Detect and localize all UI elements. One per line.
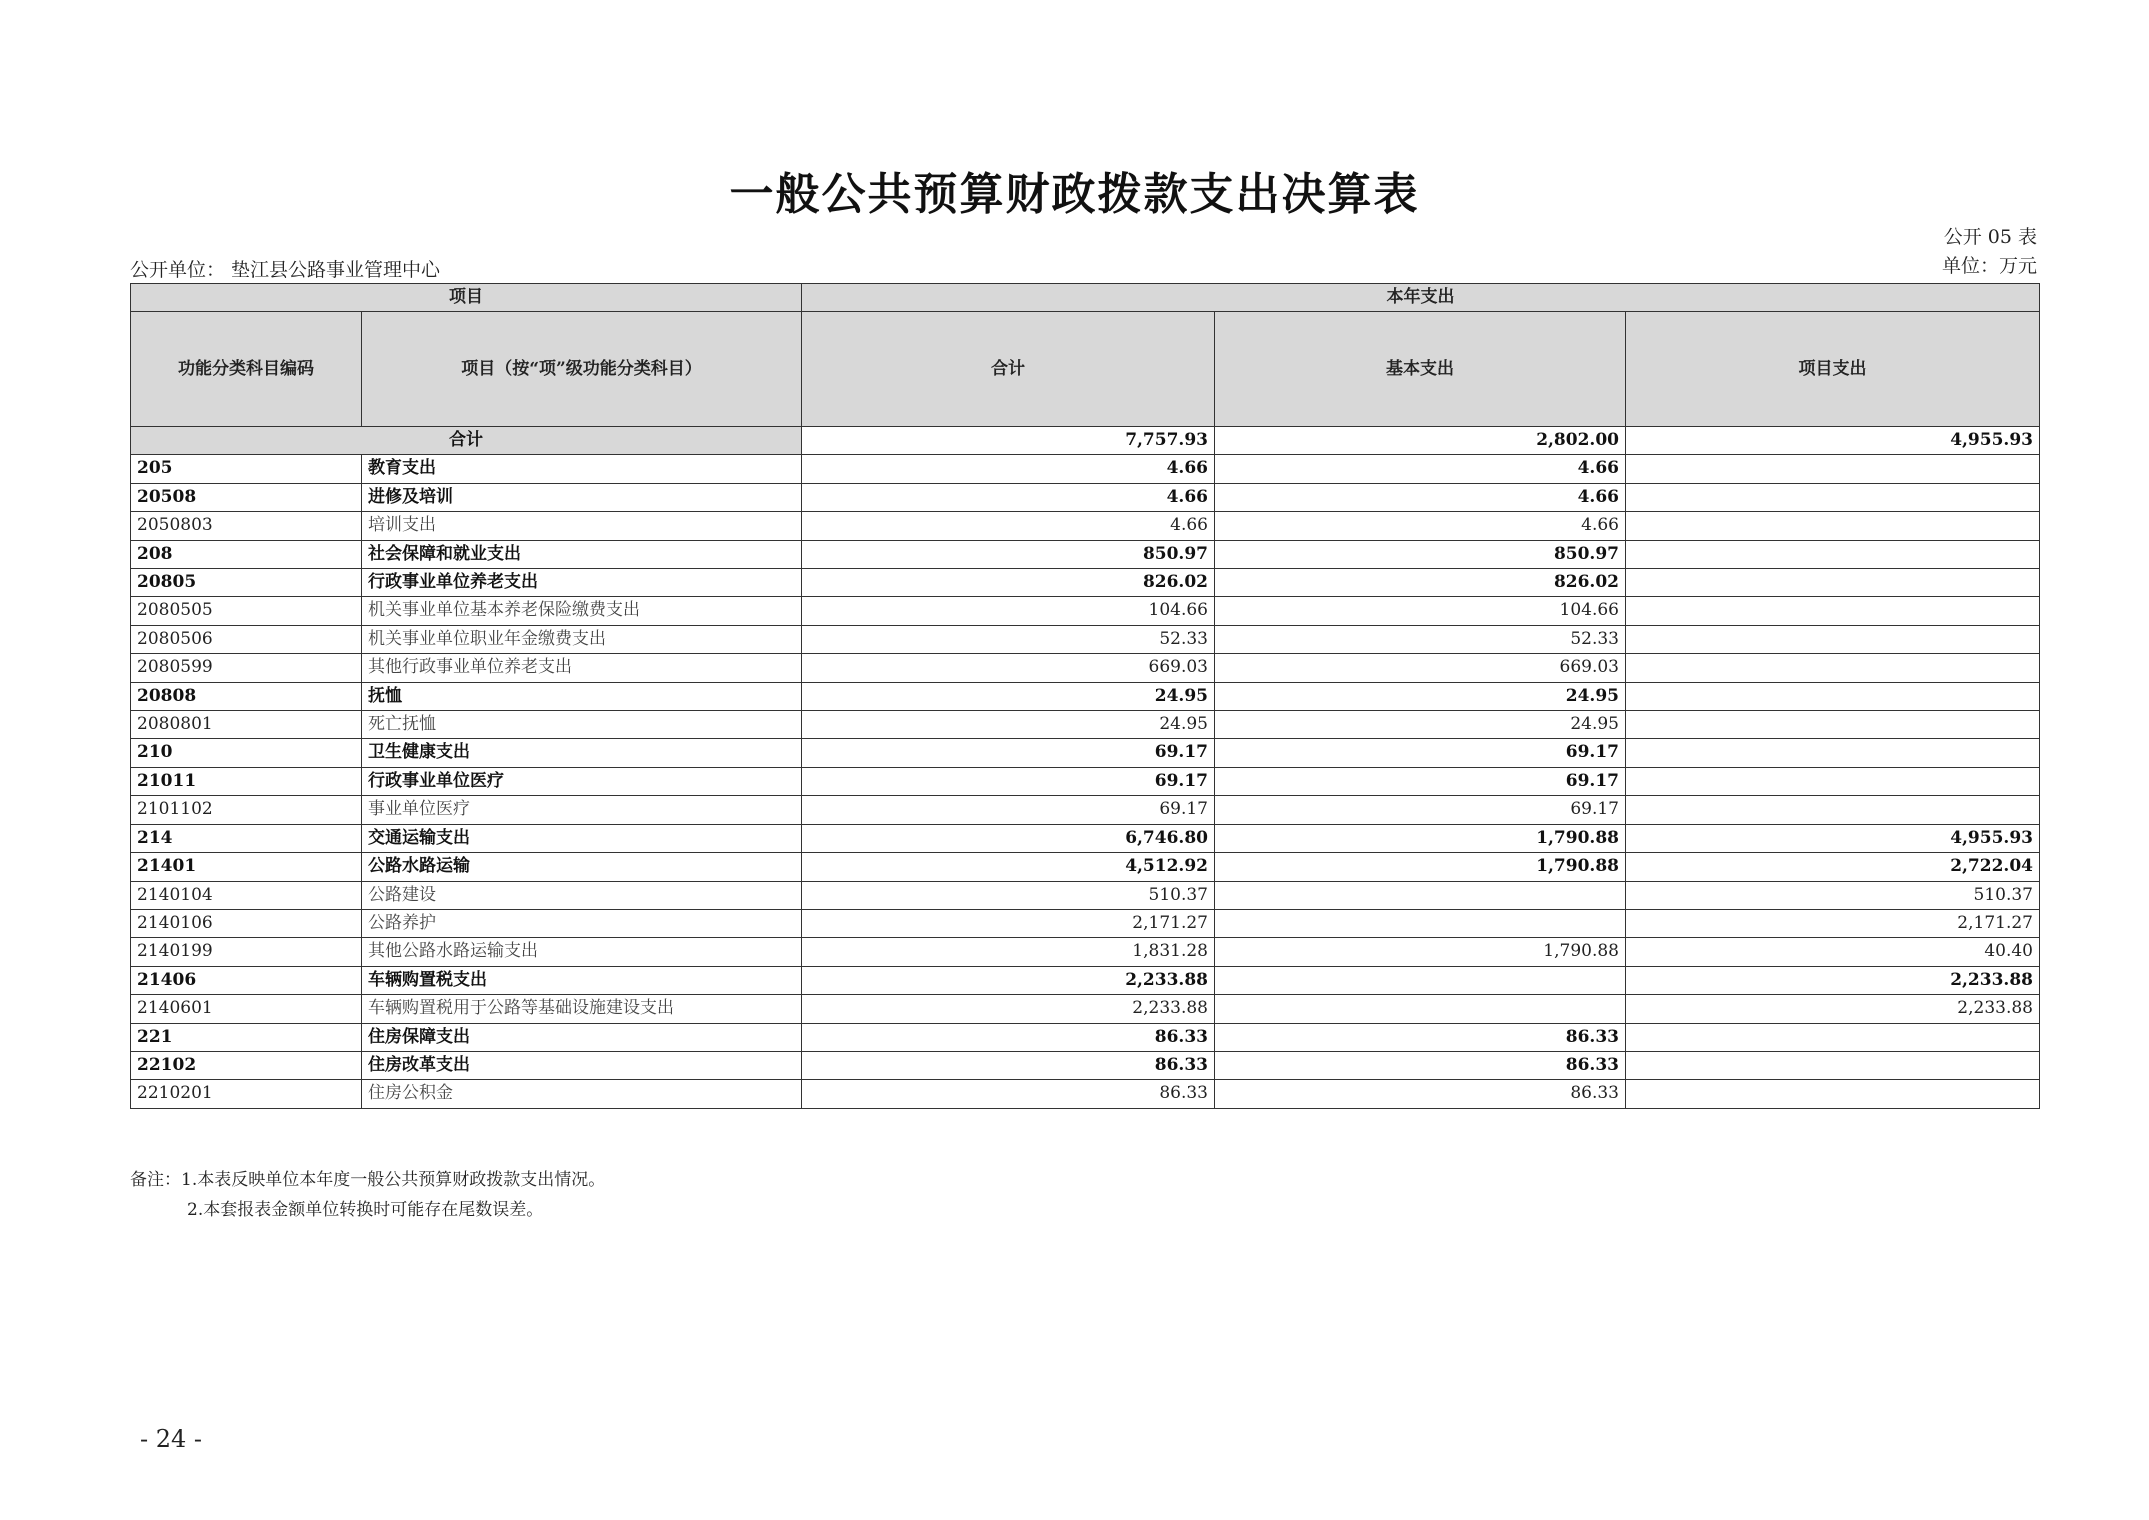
row-program [1626, 540, 2040, 568]
row-basic: 4.66 [1215, 483, 1626, 511]
header-project: 项目 [131, 284, 802, 312]
row-program: 2,233.88 [1626, 995, 2040, 1023]
row-basic [1215, 881, 1626, 909]
table-row [131, 881, 2040, 909]
row-basic: 52.33 [1215, 625, 1626, 653]
row-total: 2,233.88 [802, 966, 1215, 994]
row-program: 2,171.27 [1626, 909, 2040, 937]
row-code: 21401 [131, 853, 362, 881]
row-total: 2,171.27 [802, 909, 1215, 937]
table-row [131, 995, 2040, 1023]
row-name: 抚恤 [362, 682, 802, 710]
row-total: 86.33 [802, 1080, 1215, 1108]
row-total: 510.37 [802, 881, 1215, 909]
row-program [1626, 597, 2040, 625]
row-code: 2101102 [131, 796, 362, 824]
row-total: 4,512.92 [802, 853, 1215, 881]
row-basic: 4.66 [1215, 512, 1626, 540]
table-row [131, 1023, 2040, 1051]
row-basic: 86.33 [1215, 1080, 1626, 1108]
row-name: 事业单位医疗 [362, 796, 802, 824]
row-program [1626, 1051, 2040, 1079]
row-basic: 1,790.88 [1215, 824, 1626, 852]
row-name: 公路水路运输 [362, 853, 802, 881]
row-name: 社会保障和就业支出 [362, 540, 802, 568]
row-name: 车辆购置税用于公路等基础设施建设支出 [362, 995, 802, 1023]
row-basic: 850.97 [1215, 540, 1626, 568]
row-code: 21406 [131, 966, 362, 994]
header-program: 项目支出 [1626, 312, 2040, 427]
row-total: 669.03 [802, 654, 1215, 682]
row-basic: 1,790.88 [1215, 938, 1626, 966]
row-basic: 1,790.88 [1215, 853, 1626, 881]
row-code: 2210201 [131, 1080, 362, 1108]
row-code: 2080599 [131, 654, 362, 682]
row-total: 4.66 [802, 512, 1215, 540]
row-code: 22102 [131, 1051, 362, 1079]
row-basic: 69.17 [1215, 739, 1626, 767]
row-name: 公路养护 [362, 909, 802, 937]
page-title: 一般公共预算财政拨款支出决算表 [729, 169, 1420, 220]
notes [130, 1165, 605, 1225]
header-basic: 基本支出 [1215, 312, 1626, 427]
total-program: 4,955.93 [1626, 427, 2040, 455]
row-basic: 24.95 [1215, 711, 1626, 739]
table-row [131, 711, 2040, 739]
row-name: 死亡抚恤 [362, 711, 802, 739]
table-row [131, 739, 2040, 767]
total-label: 合计 [131, 427, 802, 455]
row-code: 210 [131, 739, 362, 767]
row-program [1626, 1023, 2040, 1051]
total-basic: 2,802.00 [1215, 427, 1626, 455]
table-row [131, 796, 2040, 824]
row-code: 2050803 [131, 512, 362, 540]
currency-unit: 单位：万元 [1941, 255, 2037, 277]
table-row [131, 654, 2040, 682]
row-program [1626, 711, 2040, 739]
row-program [1626, 625, 2040, 653]
row-program [1626, 682, 2040, 710]
page-number: - 24 - [140, 1425, 203, 1453]
row-program: 510.37 [1626, 881, 2040, 909]
row-total: 4.66 [802, 455, 1215, 483]
table-row [131, 1051, 2040, 1079]
note-1: 备注：1.本表反映单位本年度一般公共预算财政拨款支出情况。 [130, 1170, 606, 1190]
row-basic: 86.33 [1215, 1051, 1626, 1079]
table-row [131, 853, 2040, 881]
row-basic: 669.03 [1215, 654, 1626, 682]
row-total: 24.95 [802, 711, 1215, 739]
row-code: 2140106 [131, 909, 362, 937]
row-code: 221 [131, 1023, 362, 1051]
table-row [131, 512, 2040, 540]
row-code: 2080506 [131, 625, 362, 653]
row-name: 行政事业单位养老支出 [362, 569, 802, 597]
table-row [131, 938, 2040, 966]
row-name: 车辆购置税支出 [362, 966, 802, 994]
row-total: 69.17 [802, 767, 1215, 795]
row-code: 214 [131, 824, 362, 852]
row-total: 2,233.88 [802, 995, 1215, 1023]
row-total: 69.17 [802, 796, 1215, 824]
table-row [131, 625, 2040, 653]
row-total: 850.97 [802, 540, 1215, 568]
row-code: 20805 [131, 569, 362, 597]
table-row [131, 540, 2040, 568]
row-total: 52.33 [802, 625, 1215, 653]
row-basic [1215, 909, 1626, 937]
row-basic: 4.66 [1215, 455, 1626, 483]
row-total: 86.33 [802, 1051, 1215, 1079]
row-code: 20808 [131, 682, 362, 710]
row-total: 69.17 [802, 739, 1215, 767]
row-name: 机关事业单位职业年金缴费支出 [362, 625, 802, 653]
row-basic: 86.33 [1215, 1023, 1626, 1051]
total-sum: 7,757.93 [802, 427, 1215, 455]
total-row [131, 427, 2040, 455]
reporting-unit: 公开单位： 垫江县公路事业管理中心 [130, 259, 441, 281]
row-program [1626, 739, 2040, 767]
row-code: 2140199 [131, 938, 362, 966]
table-row [131, 767, 2040, 795]
row-program [1626, 455, 2040, 483]
row-basic: 69.17 [1215, 796, 1626, 824]
row-name: 住房公积金 [362, 1080, 802, 1108]
row-name: 交通运输支出 [362, 824, 802, 852]
row-basic: 69.17 [1215, 767, 1626, 795]
table-row [131, 455, 2040, 483]
row-basic [1215, 966, 1626, 994]
row-total: 826.02 [802, 569, 1215, 597]
table-row [131, 569, 2040, 597]
row-code: 21011 [131, 767, 362, 795]
row-code: 2080801 [131, 711, 362, 739]
table-row [131, 966, 2040, 994]
row-name: 公路建设 [362, 881, 802, 909]
row-name: 住房保障支出 [362, 1023, 802, 1051]
row-name: 住房改革支出 [362, 1051, 802, 1079]
header-this-year: 本年支出 [802, 284, 2040, 312]
row-program [1626, 483, 2040, 511]
row-total: 104.66 [802, 597, 1215, 625]
expenditure-table [130, 283, 2040, 1109]
row-program [1626, 1080, 2040, 1108]
row-total: 1,831.28 [802, 938, 1215, 966]
row-code: 2140601 [131, 995, 362, 1023]
row-program [1626, 796, 2040, 824]
table-row [131, 909, 2040, 937]
row-basic: 104.66 [1215, 597, 1626, 625]
row-program: 2,233.88 [1626, 966, 2040, 994]
row-program [1626, 569, 2040, 597]
row-basic [1215, 995, 1626, 1023]
row-code: 208 [131, 540, 362, 568]
row-total: 86.33 [802, 1023, 1215, 1051]
row-basic: 24.95 [1215, 682, 1626, 710]
row-name: 卫生健康支出 [362, 739, 802, 767]
header-code: 功能分类科目编码 [131, 312, 362, 427]
row-name: 机关事业单位基本养老保险缴费支出 [362, 597, 802, 625]
table-row [131, 1080, 2040, 1108]
row-program [1626, 654, 2040, 682]
row-name: 培训支出 [362, 512, 802, 540]
row-name: 教育支出 [362, 455, 802, 483]
row-code: 2140104 [131, 881, 362, 909]
row-name: 进修及培训 [362, 483, 802, 511]
row-program: 4,955.93 [1626, 824, 2040, 852]
form-number: 公开 05 表 [1943, 226, 2037, 248]
row-code: 205 [131, 455, 362, 483]
row-name: 其他公路水路运输支出 [362, 938, 802, 966]
row-code: 2080505 [131, 597, 362, 625]
row-name: 其他行政事业单位养老支出 [362, 654, 802, 682]
row-total: 24.95 [802, 682, 1215, 710]
row-total: 4.66 [802, 483, 1215, 511]
table-row [131, 682, 2040, 710]
row-name: 行政事业单位医疗 [362, 767, 802, 795]
row-program: 2,722.04 [1626, 853, 2040, 881]
row-program [1626, 512, 2040, 540]
row-basic: 826.02 [1215, 569, 1626, 597]
table-row [131, 824, 2040, 852]
header-total: 合计 [802, 312, 1215, 427]
row-code: 20508 [131, 483, 362, 511]
table-row [131, 597, 2040, 625]
row-total: 6,746.80 [802, 824, 1215, 852]
row-program [1626, 767, 2040, 795]
row-program: 40.40 [1626, 938, 2040, 966]
table-row [131, 483, 2040, 511]
header-name: 项目（按“项”级功能分类科目） [362, 312, 802, 427]
note-2: 2.本套报表金额单位转换时可能存在尾数误差。 [187, 1200, 544, 1220]
